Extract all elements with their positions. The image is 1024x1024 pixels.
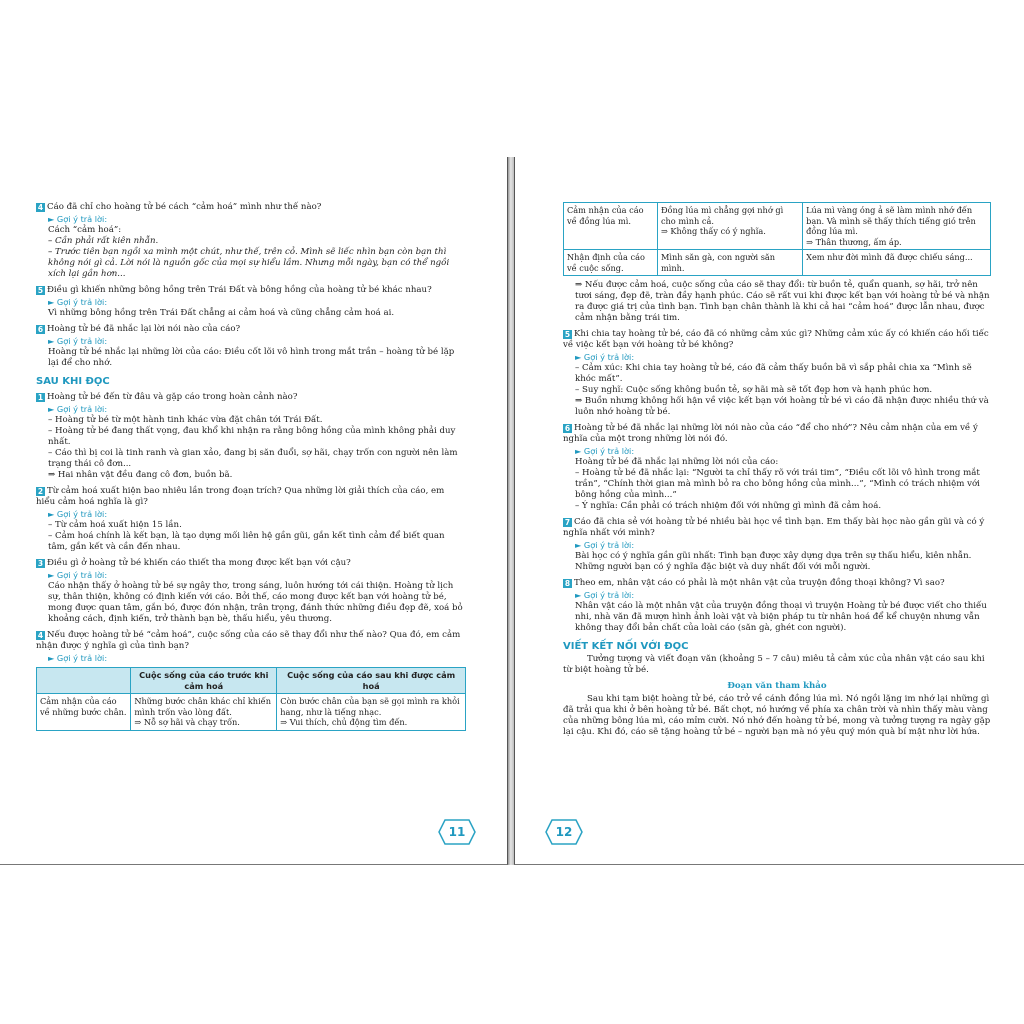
page-number-right: 12	[545, 819, 583, 845]
answer-line: – Cáo thì bị coi là tinh ranh và gian xảo, đang bị săn đuổi, sợ hãi, chạy trốn con người nên làm trạng thái cô đơn...	[48, 448, 458, 469]
answer-line: Cáo nhận thấy ở hoàng tử bé sự ngây thơ, trong sáng, luôn hướng tới cái thiện. Hoàng tử lịch sự, thân thiện, không có định kiến với cáo. Bởi thế, cáo mong được kết bạn với hoàng tử bé, mong được quan tâm, gắn bó, được đón nhận, trân trọng, đánh thức những điều đẹp đẽ, xoá bỏ khoảng cách, định kiến, trở thành bạn bè, thấu hiểu, yêu thương.	[48, 581, 463, 624]
comparison-table-left	[36, 667, 466, 731]
section-heading: VIẾT KẾT NỐI VỚI ĐỌC	[563, 641, 689, 652]
answer-line: – Từ cảm hoá xuất hiện 15 lần.	[48, 520, 182, 530]
hint-label: ► Gợi ý trả lời:	[48, 509, 108, 519]
hint-label: ► Gợi ý trả lời:	[48, 570, 108, 580]
answer-line: – Suy nghĩ: Cuộc sống không buồn tẻ, sợ hãi mà sẽ tốt đẹp hơn và hạnh phúc hơn.	[575, 385, 933, 395]
page-left	[0, 157, 508, 865]
hint-label: ► Gợi ý trả lời:	[575, 590, 635, 600]
table-header-cell: Cuộc sống của cáo trước khi cảm hoá	[131, 668, 277, 694]
answer-line: Hoàng tử bé nhắc lại những lời của cáo: Điều cốt lõi vô hình trong mắt trần – hoàng tử bé lặp lại để cho nhớ.	[48, 347, 455, 368]
table-cell: Cảm nhận của cáo về những bước chân.	[37, 694, 131, 731]
answer-line: ⇒ Buồn nhưng không hối hận về việc kết bạn với hoàng tử bé vì cáo đã nhận được nhiều thứ và luôn nhớ hoàng tử bé.	[575, 396, 989, 417]
question-7: 7 Cáo đã chia sẻ với hoàng tử bé nhiều bài học về tình bạn. Em thấy bài học nào gần gũi và có ý nghĩa nhất với mình?	[563, 517, 985, 538]
question-4b: 4 Nếu được hoàng tử bé “cảm hoá”, cuộc sống của cáo sẽ thay đổi như thế nào? Qua đó, em cảm nhận được ý nghĩa gì của tình bạn?	[36, 630, 461, 651]
table-cell: Nhận định của cáo về cuộc sống.	[564, 250, 658, 276]
right-content	[563, 202, 991, 738]
table-row	[37, 694, 466, 731]
question-6a: 6 Hoàng tử bé đã nhắc lại lời nói nào của cáo?	[37, 324, 241, 334]
table-cell: Lúa mì vàng óng ả sẽ làm mình nhớ đến bạn. Và mình sẽ thấy thích tiếng gió trên đồng lúa mì. ⇒ Thân thương, ấm áp.	[803, 203, 991, 250]
answer-line: ⇒ Nếu được cảm hoá, cuộc sống của cáo sẽ thay đổi: từ buồn tẻ, quẩn quanh, sợ hãi, trở nên tươi sáng, đẹp đẽ, tràn đầy hạnh phúc. Cáo sẽ rất vui khi được kết bạn với hoàng tử bé và nhận ra được giá trị của tình bạn. Tình bạn chân thành là khi cả hai “cảm hoá” được lẫn nhau, được cảm nhận bằng trái tim.	[575, 280, 990, 323]
table-header-cell	[37, 668, 131, 694]
question-3: 3 Điều gì ở hoàng tử bé khiến cáo thiết tha mong được kết bạn với cậu?	[37, 558, 351, 568]
answer-line: Bài học có ý nghĩa gần gũi nhất: Tình bạn được xây dựng dựa trên sự thấu hiểu, kiên nhẫn. Những người bạn có ý nghĩa đặc biệt và duy nhất đối với mỗi người.	[575, 551, 972, 572]
hint-label: ► Gợi ý trả lời:	[48, 297, 108, 307]
question-8: 8 Theo em, nhân vật cáo có phải là một nhân vật của truyện đồng thoại không? Vì sao?	[564, 578, 945, 588]
hint-label: ► Gợi ý trả lời:	[48, 404, 108, 414]
table-cell: Còn bước chân của bạn sẽ gọi mình ra khỏi hang, như là tiếng nhạc. ⇒ Vui thích, chủ động tìm đến.	[277, 694, 466, 731]
hint-label: ► Gợi ý trả lời:	[575, 446, 635, 456]
answer-line: – Cảm hoá chính là kết bạn, là tạo dựng mối liên hệ gần gũi, gắn kết tình cảm để biết quan tâm, gắn kết và cần đến nhau.	[48, 531, 445, 552]
page-right	[514, 157, 1024, 865]
answer-line: – Hoàng tử bé từ một hành tinh khác vừa đặt chân tới Trái Đất.	[48, 415, 323, 425]
answer-line: – Hoàng tử bé đã nhắc lại: “Người ta chỉ thấy rõ với trái tim”, “Điều cốt lõi vô hình trong mắt trần”, “Chính thời gian mà mình bỏ ra cho bông hồng của mình...”, “Mình có trách nhiệm với bông hồng của mình...”	[575, 468, 980, 500]
answer-line: Cách “cảm hoá”:	[48, 225, 122, 235]
answer-line: ⇒ Hai nhân vật đều đang cô đơn, buồn bã.	[48, 470, 233, 480]
question-6: 6 Hoàng tử bé đã nhắc lại những lời nói nào của cáo “để cho nhớ”? Nêu cảm nhận của em về ý nghĩa của một trong những lời nói đó.	[563, 423, 978, 444]
left-content	[36, 202, 466, 731]
page-number-left: 11	[438, 819, 476, 845]
writing-task: Tưởng tượng và viết đoạn văn (khoảng 5 – 7 câu) miêu tả cảm xúc của nhân vật cáo sau khi từ biệt hoàng tử bé.	[563, 654, 985, 675]
question-5: 5 Khi chia tay hoàng tử bé, cáo đã có những cảm xúc gì? Những cảm xúc ấy có khiến cáo hối tiếc về việc kết bạn với hoàng tử bé không?	[563, 329, 989, 350]
hint-label: ► Gợi ý trả lời:	[48, 653, 108, 663]
answer-line: – Hoàng tử bé đang thất vọng, đau khổ khi nhận ra rằng bông hồng của mình không phải duy nhất.	[48, 426, 456, 447]
table-cell: Cảm nhận của cáo về đồng lúa mì.	[564, 203, 658, 250]
sample-title: Đoạn văn tham khảo	[727, 681, 827, 691]
answer-line: – Cần phải rất kiên nhẫn.	[48, 236, 159, 246]
table-cell: Mình săn gà, con người săn mình.	[657, 250, 802, 276]
table-cell: Những bước chân khác chỉ khiến mình trốn vào lòng đất. ⇒ Nỗ sợ hãi và chạy trốn.	[131, 694, 277, 731]
table-row	[564, 250, 991, 276]
answer-line: Vì những bông hồng trên Trái Đất chẳng ai cảm hoá và cũng chẳng cảm hoá ai.	[48, 308, 395, 318]
table-row	[564, 203, 991, 250]
answer-line: Hoàng tử bé đã nhắc lại những lời nói của cáo:	[575, 457, 779, 467]
question-4a: 4 Cáo đã chỉ cho hoàng tử bé cách “cảm hoá” mình như thế nào?	[37, 202, 322, 212]
question-1: 1 Hoàng tử bé đến từ đâu và gặp cáo trong hoàn cảnh nào?	[37, 392, 298, 402]
hint-label: ► Gợi ý trả lời:	[575, 540, 635, 550]
answer-line: Nhân vật cáo là một nhân vật của truyện đồng thoại vì truyện Hoàng tử bé được viết cho thiếu nhi, nhà văn đã mượn hình ảnh loài vật và biện pháp tu từ nhân hoá để kể chuyện nhưng vẫn không thay đổi bản chất của loài cáo (săn gà, ghét con người).	[575, 601, 987, 633]
question-2: 2 Từ cảm hoá xuất hiện bao nhiêu lần trong đoạn trích? Qua những lời giải thích của cáo, em hiểu cảm hoá nghĩa là gì?	[36, 486, 445, 507]
table-cell: Xem như đời mình đã được chiếu sáng...	[803, 250, 991, 276]
section-heading: SAU KHI ĐỌC	[36, 376, 110, 387]
hint-label: ► Gợi ý trả lời:	[48, 214, 108, 224]
answer-line: – Cảm xúc: Khi chia tay hoàng tử bé, cáo đã cảm thấy buồn bã vì sắp phải chia xa “Mình sẽ khóc mất”.	[575, 363, 972, 384]
comparison-table-right	[563, 202, 991, 276]
sample-paragraph: Sau khi tạm biệt hoàng tử bé, cáo trở về cánh đồng lúa mì. Nó ngồi lặng im nhớ lại những gì đã trải qua khi ở bên hoàng tử bé. Bất chợt, nó hướng về phía xa chân trời và nhìn thấy màu vàng của những bông lúa mì, cáo mỉm cười. Nó nhớ đến hoàng tử bé, mong và tưởng tượng ra ngày gặp lại cậu. Khi đó, cáo sẽ tặng hoàng tử bé – người bạn mà nó yêu quý món quà bí mật như lời hứa.	[563, 694, 991, 737]
question-5a: 5 Điều gì khiến những bông hồng trên Trái Đất và bông hồng của hoàng tử bé khác nhau?	[37, 285, 432, 295]
hint-label: ► Gợi ý trả lời:	[48, 336, 108, 346]
answer-line: – Trước tiên bạn ngồi xa mình một chút, như thế, trên cỏ. Mình sẽ liếc nhìn bạn còn bạn thì không nói gì cả. Lời nói là nguồn gốc của mọi sự hiểu lầm. Nhưng mỗi ngày, bạn có thể ngồi xích lại gần hơn...	[48, 247, 450, 279]
hint-label: ► Gợi ý trả lời:	[575, 352, 635, 362]
table-cell: Đồng lúa mì chẳng gợi nhớ gì cho mình cả. ⇒ Không thấy có ý nghĩa.	[657, 203, 802, 250]
answer-line: – Ý nghĩa: Cần phải có trách nhiệm đối với những gì mình đã cảm hoá.	[575, 501, 882, 511]
table-header-cell: Cuộc sống của cáo sau khi được cảm hoá	[277, 668, 466, 694]
